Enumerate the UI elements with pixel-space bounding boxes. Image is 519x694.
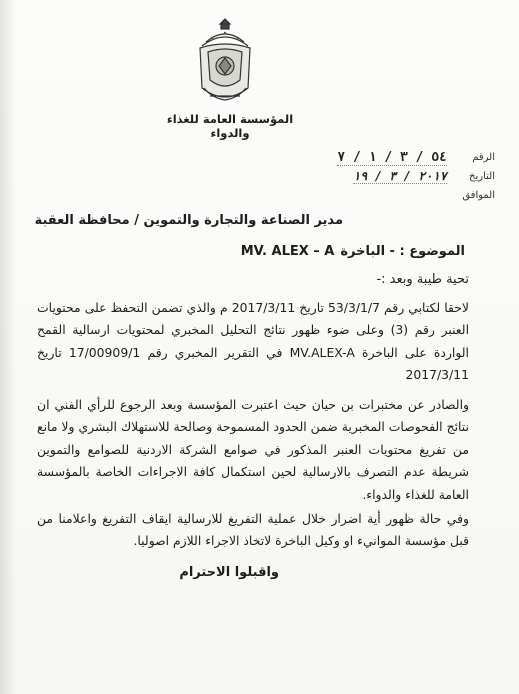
greeting: تحية طيبة وبعد :-	[376, 272, 469, 287]
subject-line	[241, 244, 465, 259]
body-paragraph-3: وفي حالة ظهور أية اضرار خلال عملية التفريغ للارسالية ايقاف التفريغ واعلامنا من قبل مؤسسة الموانيء او وكيل الباخرة لاتخاذ الاجراء اللازم اصوليا.	[37, 511, 469, 549]
subject-value: MV. ALEX – A	[240, 244, 335, 259]
jordan-coat-of-arms-icon	[192, 18, 258, 110]
reference-date-value: ٢٠١٧ / ٣ / ١٩	[353, 169, 447, 183]
body-paragraph-1: لاحقا لكتابي رقم 53/3/1/7 تاريخ 2017/3/11 م والذي تضمن التحفظ على محتويات العنبر رقم (3) وعلى ضوء ظهور نتائج التحليل المخبري لمحتويات ارسالية القمح الواردة على الباخرة MV.ALEX-A في التقرير المخبري رقم 17/00909/1 تاريخ 2017/3/11	[37, 300, 470, 383]
reference-corresponding-row	[275, 186, 495, 205]
reference-number-value: ٥٤ / ٣ / ١ / ٧	[337, 149, 447, 165]
org-name: المؤسسة العامة للغذاء والدواء	[166, 112, 294, 140]
reference-number-row	[275, 148, 495, 167]
reference-date-label: التاريخ	[469, 171, 495, 182]
reference-number-label: الرقم	[472, 152, 495, 163]
reference-block	[275, 148, 495, 205]
addressee: مدير الصناعة والتجارة والتموين / محافظة العقبة	[34, 213, 343, 228]
subject-label: الموضوع : - الباخرة	[340, 244, 465, 259]
closing-line: واقبلوا الاحترام	[179, 565, 279, 580]
reference-date-row	[275, 167, 495, 186]
body-paragraph-2: والصادر عن مختبرات بن حيان حيث اعتبرت المؤسسة وبعد الرجوع للرأي الفني ان نتائج الفحوصات المخبرية ضمن الحدود المسموحة وصالحة للاستهلاك البشري ولا مانع من تفريغ محتويات العنبر المذكور في صوامع الشركة الاردنية للصوامع والتموين شريطة عدم التصرف بالارسالية لحين استكمال كافة الاجراءات الخاصة بالمؤسسة العامة للغذاء والدواء.	[37, 397, 469, 502]
reference-corresponding-label: الموافق	[462, 190, 495, 201]
